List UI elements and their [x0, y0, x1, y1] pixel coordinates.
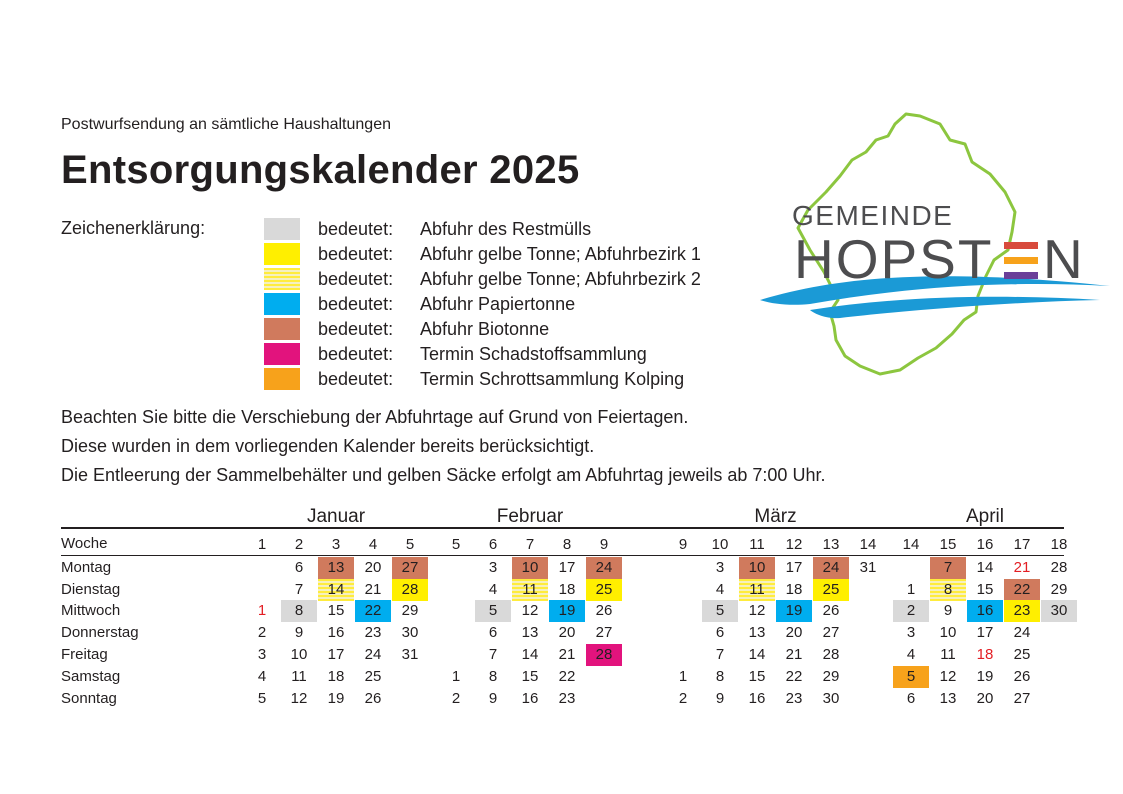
day-cell: 1: [678, 668, 688, 685]
weekday-label: Donnerstag: [61, 624, 139, 641]
day-cell: 25: [1013, 646, 1031, 663]
day-cell: 10: [939, 624, 957, 641]
legend-text: Abfuhr Biotonne: [420, 319, 550, 339]
day-cell: 6: [715, 624, 725, 641]
day-cell: 20: [558, 624, 576, 641]
day-cell: 9: [488, 690, 498, 707]
day-cell: 1: [906, 581, 916, 598]
day-cell: 15: [521, 668, 539, 685]
day-cell: 25: [586, 579, 622, 601]
day-cell: 6: [488, 624, 498, 641]
month-name: März: [754, 506, 797, 527]
week-number: 9: [678, 536, 688, 553]
day-cell: 8: [930, 579, 966, 601]
week-number: 10: [711, 536, 729, 553]
day-cell: 24: [813, 557, 849, 579]
weekday-label: Freitag: [61, 646, 108, 663]
legend-text: Abfuhr Papiertonne: [420, 294, 576, 314]
week-number: 18: [1050, 536, 1068, 553]
day-cell: 27: [1013, 690, 1031, 707]
day-cell: 17: [327, 646, 345, 663]
day-cell: 8: [488, 668, 498, 685]
day-cell: 15: [748, 668, 766, 685]
day-cell: 1: [451, 668, 461, 685]
day-cell: 29: [401, 602, 419, 619]
day-cell: 23: [558, 690, 576, 707]
day-cell: 16: [327, 624, 345, 641]
day-cell: 18: [785, 581, 803, 598]
day-cell: 21: [364, 581, 382, 598]
day-cell: 28: [586, 644, 622, 666]
month-name: Januar: [306, 506, 366, 527]
week-number: 13: [822, 536, 840, 553]
day-cell: 19: [327, 690, 345, 707]
day-cell: 19: [976, 668, 994, 685]
legend-verb: bedeutet:: [318, 344, 394, 364]
day-cell: 11: [739, 579, 775, 601]
note-line-3: Die Entleerung der Sammelbehälter und gelben Säcke erfolgt am Abfuhrtag jeweils ab 7:00 Uhr.: [61, 465, 826, 485]
day-cell: 28: [392, 579, 428, 601]
day-cell: 9: [294, 624, 304, 641]
logo-line-2: HOPST: [794, 228, 994, 290]
day-cell: 20: [364, 559, 382, 576]
day-cell: 10: [512, 557, 548, 579]
weekday-label: Montag: [61, 559, 112, 576]
day-cell: 13: [318, 557, 354, 579]
day-cell: 18: [976, 646, 994, 663]
day-cell: 30: [822, 690, 840, 707]
week-number: 9: [599, 536, 609, 553]
day-cell: 3: [257, 646, 267, 663]
day-cell: 1: [257, 602, 267, 619]
legend-verb: bedeutet:: [318, 244, 394, 264]
day-cell: 27: [392, 557, 428, 579]
week-number: 3: [331, 536, 341, 553]
day-cell: 4: [715, 581, 725, 598]
day-cell: 14: [976, 559, 994, 576]
legend-heading: Zeichenerklärung:: [61, 218, 206, 238]
weekday-label: Sonntag: [61, 690, 117, 707]
day-cell: 11: [291, 668, 307, 685]
legend-verb: bedeutet:: [318, 319, 394, 339]
day-cell: 24: [364, 646, 382, 663]
day-cell: 7: [715, 646, 725, 663]
day-cell: 26: [364, 690, 382, 707]
day-cell: 2: [257, 624, 267, 641]
day-cell: 17: [976, 624, 994, 641]
day-cell: 26: [595, 602, 613, 619]
day-cell: 18: [558, 581, 576, 598]
day-cell: 2: [678, 690, 688, 707]
day-cell: 12: [521, 602, 539, 619]
day-cell: 27: [822, 624, 840, 641]
day-cell: 28: [822, 646, 840, 663]
day-cell: 19: [776, 600, 812, 622]
day-cell: 14: [521, 646, 539, 663]
weekday-label: Dienstag: [61, 581, 121, 598]
week-number: 4: [368, 536, 378, 553]
day-cell: 25: [813, 579, 849, 601]
day-cell: 23: [1004, 600, 1040, 622]
day-cell: 7: [294, 581, 304, 598]
logo-line-2-end: N: [1043, 228, 1083, 290]
day-cell: 18: [327, 668, 345, 685]
day-cell: 3: [715, 559, 725, 576]
day-cell: 15: [327, 602, 345, 619]
week-number: 15: [939, 536, 957, 553]
week-number: 11: [749, 536, 765, 553]
day-cell: 7: [488, 646, 498, 663]
day-cell: 30: [1041, 600, 1077, 622]
day-cell: 13: [939, 690, 957, 707]
day-cell: 6: [906, 690, 916, 707]
week-label: Woche: [61, 535, 108, 552]
legend-text: Termin Schadstoffsammlung: [420, 344, 647, 364]
day-cell: 15: [976, 581, 994, 598]
day-cell: 10: [290, 646, 308, 663]
day-cell: 16: [748, 690, 766, 707]
day-cell: 5: [475, 600, 511, 622]
week-number: 2: [294, 536, 304, 553]
note-line-2: Diese wurden in dem vorliegenden Kalender bereits berücksichtigt.: [61, 436, 595, 456]
day-cell: 29: [1050, 581, 1068, 598]
day-cell: 19: [549, 600, 585, 622]
week-number: 12: [785, 536, 803, 553]
week-number: 17: [1013, 536, 1031, 553]
day-cell: 22: [355, 600, 391, 622]
day-cell: 29: [822, 668, 840, 685]
legend-verb: bedeutet:: [318, 294, 394, 314]
day-cell: 9: [715, 690, 725, 707]
day-cell: 3: [906, 624, 916, 641]
legend-text: Abfuhr gelbe Tonne; Abfuhrbezirk 1: [420, 244, 701, 264]
day-cell: 16: [521, 690, 539, 707]
day-cell: 17: [558, 559, 576, 576]
legend-text: Abfuhr gelbe Tonne; Abfuhrbezirk 2: [420, 269, 701, 289]
day-cell: 3: [488, 559, 498, 576]
day-cell: 31: [401, 646, 419, 663]
day-cell: 23: [364, 624, 382, 641]
week-number: 14: [859, 536, 877, 553]
weekday-label: Mittwoch: [61, 602, 121, 619]
day-cell: 2: [893, 600, 929, 622]
weekday-label: Samstag: [61, 668, 121, 685]
day-cell: 14: [748, 646, 766, 663]
day-cell: 23: [785, 690, 803, 707]
week-number: 6: [488, 536, 498, 553]
week-number: 7: [525, 536, 535, 553]
day-cell: 11: [512, 579, 548, 601]
day-cell: 25: [364, 668, 382, 685]
day-cell: 24: [1013, 624, 1031, 641]
day-cell: 20: [976, 690, 994, 707]
day-cell: 5: [893, 666, 929, 688]
day-cell: 12: [748, 602, 766, 619]
day-cell: 4: [488, 581, 498, 598]
week-number: 14: [902, 536, 920, 553]
day-cell: 12: [939, 668, 957, 685]
week-number: 1: [257, 536, 267, 553]
legend-text: Termin Schrottsammlung Kolping: [420, 369, 685, 389]
day-cell: 27: [595, 624, 613, 641]
day-cell: 22: [1004, 579, 1040, 601]
day-cell: 8: [715, 668, 725, 685]
day-cell: 21: [558, 646, 576, 663]
day-cell: 31: [859, 559, 877, 576]
day-cell: 13: [521, 624, 539, 641]
day-cell: 14: [318, 579, 354, 601]
month-name: April: [965, 506, 1005, 527]
note-line-1: Beachten Sie bitte die Verschiebung der Abfuhrtage auf Grund von Feiertagen.: [61, 407, 689, 427]
day-cell: 8: [281, 600, 317, 622]
day-cell: 22: [785, 668, 803, 685]
day-cell: 12: [290, 690, 308, 707]
day-cell: 30: [401, 624, 419, 641]
day-cell: 9: [943, 602, 953, 619]
day-cell: 26: [822, 602, 840, 619]
day-cell: 26: [1013, 668, 1031, 685]
day-cell: 20: [785, 624, 803, 641]
day-cell: 4: [906, 646, 916, 663]
week-number: 5: [405, 536, 415, 553]
mailing-notice: Postwurfsendung an sämtliche Haushaltungen: [61, 116, 391, 133]
month-name: Februar: [496, 506, 564, 527]
day-cell: 5: [702, 600, 738, 622]
day-cell: 6: [294, 559, 304, 576]
day-cell: 7: [930, 557, 966, 579]
day-cell: 21: [1013, 559, 1031, 576]
legend-verb: bedeutet:: [318, 269, 394, 289]
day-cell: 17: [785, 559, 803, 576]
day-cell: 28: [1050, 559, 1068, 576]
day-cell: 22: [558, 668, 576, 685]
day-cell: 11: [940, 646, 956, 663]
legend-verb: bedeutet:: [318, 219, 394, 239]
legend-verb: bedeutet:: [318, 369, 394, 389]
page-title: Entsorgungskalender 2025: [61, 148, 580, 192]
week-number: 5: [451, 536, 461, 553]
day-cell: 13: [748, 624, 766, 641]
day-cell: 4: [257, 668, 267, 685]
day-cell: 16: [967, 600, 1003, 622]
day-cell: 5: [257, 690, 267, 707]
week-number: 16: [976, 536, 994, 553]
week-number: 8: [562, 536, 572, 553]
logo-line-1: GEMEINDE: [792, 200, 954, 231]
legend-text: Abfuhr des Restmülls: [420, 219, 592, 239]
day-cell: 10: [739, 557, 775, 579]
day-cell: 2: [451, 690, 461, 707]
day-cell: 21: [785, 646, 803, 663]
day-cell: 24: [586, 557, 622, 579]
